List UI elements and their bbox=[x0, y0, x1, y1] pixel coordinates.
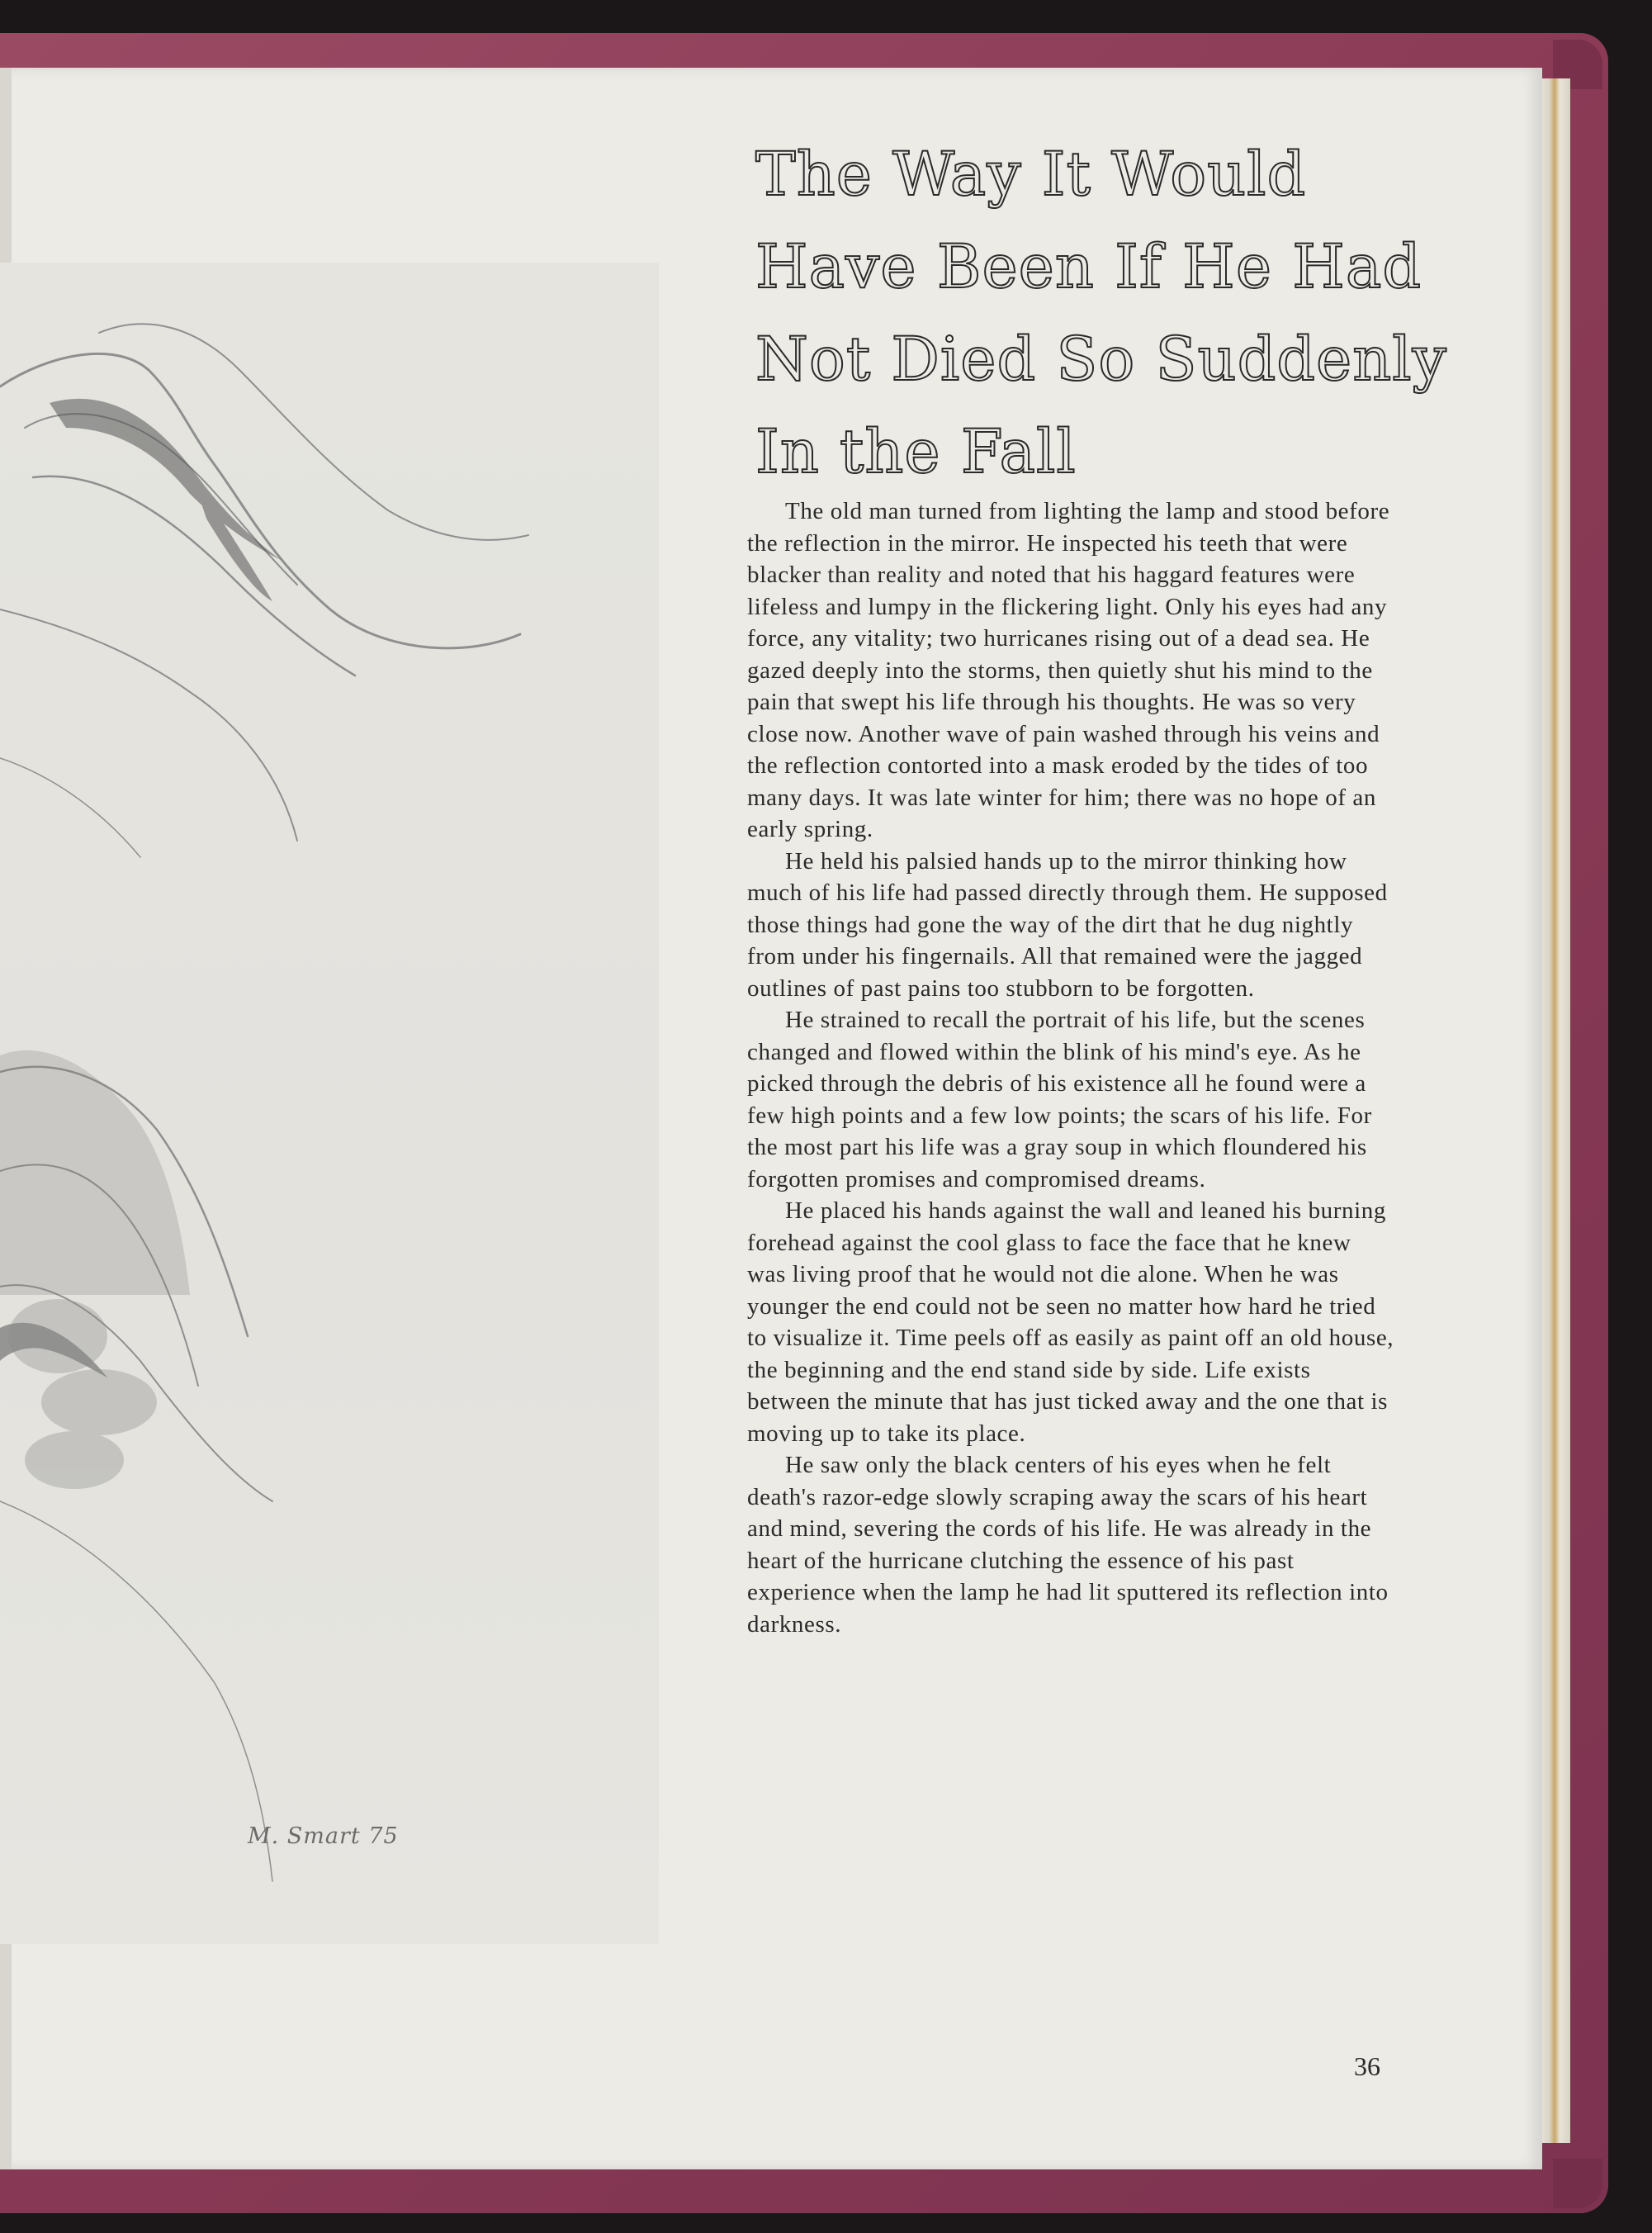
paragraph-2: He held his palsied hands up to the mirror thinking how much of his life had passed directly through them. He supposed those things had gone the way of the dirt that he dug nightly from under his fingernails. All that remained were the jagged outlines of past pains too stubborn to be forgotten. bbox=[747, 847, 1388, 1002]
artist-signature: M. Smart 75 bbox=[248, 1823, 399, 1849]
title-line-1: The Way It Would bbox=[755, 140, 1307, 210]
paragraph-1: The old man turned from lighting the lamp and stood before the reflection in the mirror. He inspected his teeth that were blacker than reality and noted that his haggard features were lifeless and lumpy in the flickering light. Only his eyes had any force, any vitality; two hurricanes rising out of a dead sea. He gazed deeply into the storms, then quietly shut his mind to the pain that swept his life through his thoughts. He was so very close now. Another wave of pain washed through his veins and the reflection contorted into a mask eroded by the tides of too many days. It was late winter for him; there was no hope of an early spring. bbox=[747, 498, 1390, 842]
paragraph-4: He placed his hands against the wall and leaned his burning forehead against the cool glass to face the face that he knew was living proof that he would not die alone. When he was younger the end could not be seen no matter how hard he tried to visualize it. Time peels off as easily as paint off an old house, the beginning and the end stand side by side. Life exists between the minute that has just ticked away and the one that is moving up to take its place. bbox=[747, 1197, 1394, 1447]
story-body bbox=[747, 495, 1395, 1640]
title-line-2: Have Been If He Had bbox=[755, 232, 1422, 302]
paragraph-5: He saw only the black centers of his eyes when he felt death's razor-edge slowly scraping away the scars of his heart and mind, severing the cords of his life. He was already in the heart of the hurricane clutching the essence of his past experience when the lamp he had lit sputtered its reflection into darkness. bbox=[747, 1452, 1389, 1638]
drawing-sketch bbox=[0, 263, 659, 1944]
paragraph-3: He strained to recall the portrait of his life, but the scenes changed and flowed within the blink of his mind's eye. As he picked through the debris of his existence all he found were a few high points and a few low points; the scars of his life. For the most part his life was a gray soup in which floundered his forgotten promises and compromised dreams. bbox=[747, 1007, 1372, 1192]
story-title bbox=[755, 129, 1447, 499]
pencil-drawing-illustration bbox=[0, 263, 659, 1944]
page-number: 36 bbox=[1354, 2051, 1380, 2081]
title-line-4: In the Fall bbox=[755, 417, 1077, 487]
title-line-3: Not Died So Suddenly bbox=[755, 325, 1447, 395]
cover-corner-bottom bbox=[1553, 2159, 1602, 2208]
